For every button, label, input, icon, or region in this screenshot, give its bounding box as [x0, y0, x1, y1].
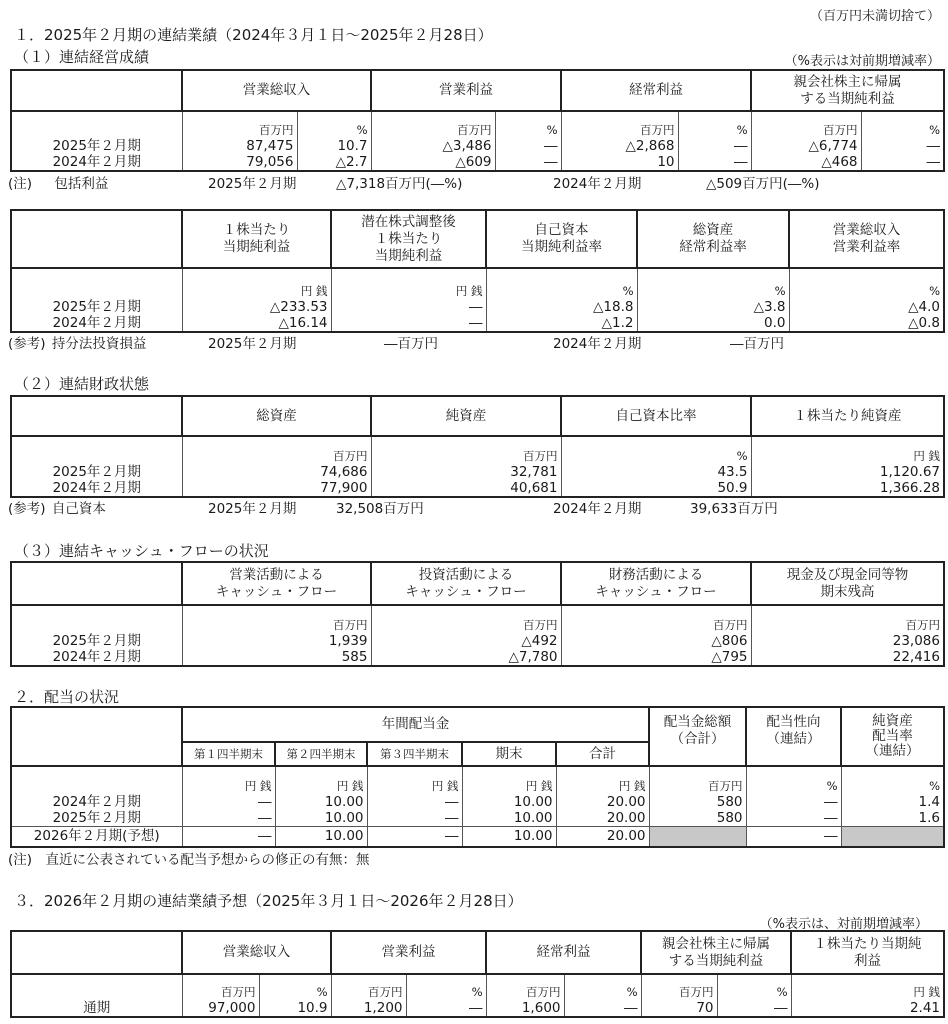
col-eps [182, 268, 331, 332]
unit-label: 円 銭 [431, 778, 459, 793]
unit-label: 百万円 [221, 985, 256, 999]
note-value-2024: △509百万円(―%) [706, 176, 820, 192]
col-revenue-pct [297, 111, 371, 171]
header-empty [11, 707, 182, 766]
col-q1 [182, 766, 275, 826]
value: 79,056 [246, 154, 294, 170]
value: △1.2 [601, 315, 634, 331]
unit-label: 百万円 [823, 123, 858, 137]
header-line: 総資産 [692, 222, 734, 238]
col-q2 [275, 766, 367, 826]
section1-title: （１）連結経営成績 [14, 48, 150, 66]
col-net-income [751, 111, 861, 171]
value: 10.00 [513, 793, 553, 810]
unit-label: 百万円 [523, 618, 558, 632]
header-line: 投資活動による [418, 566, 514, 583]
row-label: 2024年２月期 [52, 315, 141, 331]
row-labels [11, 436, 182, 497]
unit-label: % [626, 985, 638, 999]
value: 23,086 [892, 633, 940, 649]
note-prefix: (注) [8, 176, 33, 192]
unit-label: 円 銭 [300, 284, 328, 298]
note-value-2025: ―百万円 [384, 336, 438, 352]
equity-method-note [8, 332, 146, 352]
header-net-income [751, 70, 944, 111]
value: 0.0 [764, 315, 786, 331]
col-year-end [462, 766, 556, 826]
header-q1: 第１四半期末 [182, 742, 275, 766]
header-line: （連結） [865, 743, 920, 759]
value: ― [774, 1000, 788, 1016]
header-payout-ratio [746, 707, 841, 766]
unit-label: 百万円 [526, 985, 561, 999]
col-net-income-pct [717, 974, 791, 1017]
value: ― [182, 826, 275, 847]
value: △2.7 [335, 154, 368, 170]
note-prefix: (参考) [8, 501, 46, 517]
value: ― [258, 793, 272, 810]
value: ― [746, 826, 841, 847]
header-line: （連結） [766, 731, 821, 747]
value: ― [469, 315, 483, 331]
col-roe [486, 268, 637, 332]
header-bps: １株当たり純資産 [751, 396, 944, 436]
value: 10.00 [275, 826, 367, 847]
note-period-2025: 2025年２月期 [208, 336, 297, 352]
col-operating-income-pct [406, 974, 486, 1017]
row-label: 2024年２月期 [52, 649, 141, 665]
value: △7,780 [508, 649, 558, 665]
header-empty [11, 70, 182, 111]
col-ordinary-income-pct [564, 974, 641, 1017]
col-operating-cf [182, 605, 371, 666]
value: 77,900 [320, 480, 368, 496]
header-line: １株当たり当期純 [813, 935, 922, 952]
col-ordinary-income [486, 974, 564, 1017]
per-share-table [10, 209, 945, 333]
row-labels [11, 766, 182, 826]
dividend-revision-note: (注) 直近に公表されている配当予想からの修正の有無：無 [8, 852, 370, 868]
header-line: 営業活動による [229, 566, 324, 583]
value: ― [926, 138, 940, 154]
unit-label: 円 銭 [455, 284, 483, 298]
header-line: 期末残高 [820, 583, 875, 600]
value: 580 [716, 809, 743, 826]
cash-flow-table [10, 561, 945, 667]
row-labels [11, 111, 182, 171]
row-label: 2026年２月期(予想) [11, 826, 182, 847]
col-net-income [641, 974, 717, 1017]
value: ― [544, 138, 558, 154]
section2-title: （２）連結財政状態 [14, 375, 150, 393]
header-operating-income: 営業利益 [371, 70, 561, 111]
col-operating-income [371, 111, 495, 171]
value: △18.8 [593, 299, 634, 315]
unit-label: 円 銭 [913, 449, 940, 463]
col-net-assets [371, 436, 561, 497]
header-line: 潜在株式調整後 [361, 213, 456, 230]
header-line: １株当たり [374, 230, 443, 247]
header-line: 当期純利益 [374, 247, 443, 264]
header-equity-ratio: 自己資本比率 [561, 396, 751, 436]
value: 10.00 [324, 793, 364, 810]
header-line: 利益 [854, 952, 881, 969]
forecast-pct-note: （%表示は、対前期増減率） [759, 917, 928, 932]
header-line: 現金及び現金同等物 [786, 566, 909, 583]
header-revenue: 営業総収入 [182, 70, 371, 111]
unit-label: 百万円 [708, 778, 743, 793]
value: 2.41 [909, 1000, 940, 1016]
header-line: する当期純利益 [668, 952, 764, 969]
value: 97,000 [208, 1000, 256, 1016]
col-q3 [367, 766, 462, 826]
header-total-dividends [649, 707, 746, 766]
col-eps [791, 974, 944, 1017]
value: ― [258, 809, 272, 826]
col-revenue [182, 974, 259, 1017]
row-label: 2024年２月期 [52, 793, 141, 810]
header-line: 当期純利益率 [521, 239, 602, 255]
header-line: キャッシュ・フロー [405, 583, 527, 600]
value: 10.7 [337, 138, 368, 154]
row-label: 2025年２月期 [52, 633, 141, 649]
value: △806 [711, 633, 748, 649]
value: 1,939 [328, 633, 368, 649]
header-line: 純資産 [872, 713, 913, 729]
header-line: 財務活動による [608, 566, 704, 583]
note-period-2024: 2024年２月期 [553, 176, 642, 192]
unit-label: % [736, 449, 748, 463]
row-label: 2025年２月期 [52, 809, 141, 826]
unit-label: % [776, 985, 788, 999]
header-operating-margin [789, 210, 944, 268]
value: △3.8 [753, 299, 786, 315]
value: △16.14 [278, 315, 328, 331]
value: 580 [716, 793, 743, 810]
unit-label: 百万円 [905, 618, 940, 632]
header-q3: 第３四半期末 [367, 742, 462, 766]
financial-position-table [10, 395, 945, 498]
col-revenue-pct [259, 974, 331, 1017]
value: △609 [455, 154, 492, 170]
header-empty [11, 210, 182, 268]
unit-label: % [736, 123, 748, 137]
value: 1,600 [521, 1000, 561, 1016]
note-prefix: (参考) [8, 336, 46, 352]
value: 585 [341, 649, 368, 665]
unit-label: 百万円 [333, 449, 368, 463]
header-empty [11, 562, 182, 605]
col-bps [751, 436, 944, 497]
value: ― [469, 299, 483, 315]
col-investing-cf [371, 605, 561, 666]
unit-label: % [929, 778, 941, 793]
row-label: 2025年２月期 [52, 138, 141, 154]
note-period-2024: 2024年２月期 [553, 336, 642, 352]
unit-label: 百万円 [523, 449, 558, 463]
col-roa [637, 268, 789, 332]
header-empty [11, 931, 182, 974]
value: ― [624, 1000, 638, 1016]
value: △0.8 [908, 315, 940, 331]
note-value-2024: 39,633百万円 [690, 501, 778, 517]
value: 22,416 [892, 649, 940, 665]
unit-label: % [546, 123, 558, 137]
col-financing-cf [561, 605, 751, 666]
value: △4.0 [908, 299, 940, 315]
value: 10 [657, 154, 675, 170]
row-label: 2024年２月期 [52, 480, 141, 496]
unit-label: 百万円 [333, 618, 368, 632]
value: ― [445, 793, 459, 810]
forecast-table [10, 930, 945, 1018]
value: 87,475 [246, 138, 294, 154]
equity-note [8, 497, 106, 517]
dividends-table [10, 706, 945, 848]
value: ― [926, 154, 940, 170]
header-operating-cf [182, 562, 371, 605]
header-line: 配当金総額 [663, 714, 732, 730]
unit-label: 円 銭 [913, 985, 940, 999]
row-label: 通期 [11, 974, 182, 1017]
value: ― [734, 154, 748, 170]
unit-label: 百万円 [713, 618, 748, 632]
header-cash-balance [751, 562, 944, 605]
value: 70 [696, 1000, 714, 1016]
note-value-2024: ―百万円 [730, 336, 784, 352]
col-ordinary-income [561, 111, 678, 171]
header-roa [637, 210, 789, 268]
header-diluted-eps [331, 210, 486, 268]
value: 1,200 [363, 1000, 403, 1016]
header-annual-dividends: 年間配当金 [182, 707, 649, 742]
value: 74,686 [320, 464, 368, 480]
row-labels [11, 268, 182, 332]
row-labels [11, 605, 182, 666]
col-total-assets [182, 436, 371, 497]
value: 20.00 [606, 809, 646, 826]
unit-label: 百万円 [259, 123, 294, 137]
value: 1,120.67 [879, 464, 940, 480]
header-line: 自己資本 [534, 222, 589, 238]
value: ― [824, 793, 838, 810]
header-line: 経常利益率 [679, 239, 747, 255]
unit-label: 円 銭 [244, 778, 272, 793]
value: 50.9 [717, 480, 748, 496]
value: △468 [821, 154, 858, 170]
unit-label: 百万円 [457, 123, 492, 137]
header-line: 親会社株主に帰属 [793, 73, 902, 90]
unit-label: % [356, 123, 368, 137]
value: 1,366.28 [879, 480, 940, 496]
header-q2: 第２四半期末 [275, 742, 367, 766]
value: △6,774 [808, 138, 858, 154]
value: 10.00 [324, 809, 364, 826]
operating-results-table [10, 69, 945, 172]
value: 10.00 [513, 809, 553, 826]
value: 10.9 [297, 1000, 328, 1016]
header-line: する当期純利益 [800, 90, 895, 107]
header-net-assets: 純資産 [371, 396, 561, 436]
value: △3,486 [442, 138, 492, 154]
header-line: （合計） [670, 731, 725, 747]
note-period-2024: 2024年２月期 [553, 501, 642, 517]
value: ― [445, 809, 459, 826]
unit-label: % [316, 985, 328, 999]
header-ordinary-income: 経常利益 [561, 70, 751, 111]
note-value-2025: 32,508百万円 [336, 501, 424, 517]
col-total [556, 766, 649, 826]
header-line: 親会社株主に帰属 [662, 935, 770, 952]
header-revenue: 営業総収入 [182, 931, 331, 974]
col-payout-ratio [746, 766, 841, 826]
value: 1.4 [918, 793, 941, 810]
note-label: 自己資本 [51, 501, 106, 517]
shaded-cell [649, 826, 746, 847]
col-equity-ratio [561, 436, 751, 497]
forecast-title: ３．2026年２月期の連結業績予想（2025年３月１日～2026年２月28日） [14, 892, 523, 910]
value: △492 [521, 633, 558, 649]
note-label: 持分法投資損益 [51, 336, 147, 352]
dividends-title: ２．配当の状況 [14, 688, 120, 706]
page-title: １．2025年２月期の連結業績（2024年３月１日～2025年２月28日） [14, 26, 493, 44]
row-label: 2025年２月期 [52, 464, 141, 480]
value: 1.6 [918, 809, 941, 826]
col-revenue [182, 111, 297, 171]
header-line: 配当率 [872, 728, 913, 744]
value: ― [824, 809, 838, 826]
col-operating-income-pct [495, 111, 561, 171]
value: △233.53 [269, 299, 328, 315]
header-year-end: 期末 [462, 742, 556, 766]
shaded-cell [841, 826, 944, 847]
note-value-2025: △7,318百万円(―%) [336, 176, 463, 192]
header-empty [11, 396, 182, 436]
note-period-2025: 2025年２月期 [208, 176, 297, 192]
unit-note: （百万円未満切捨て） [809, 9, 940, 24]
unit-label: 円 銭 [525, 778, 553, 793]
unit-label: 円 銭 [336, 778, 364, 793]
header-line: 配当性向 [766, 714, 821, 730]
value: 32,781 [510, 464, 558, 480]
unit-label: % [471, 985, 483, 999]
header-line: １株当たり [222, 222, 291, 238]
unit-label: 百万円 [679, 985, 714, 999]
value: ― [469, 1000, 483, 1016]
unit-label: % [622, 284, 634, 298]
header-operating-income: 営業利益 [331, 931, 486, 974]
unit-label: 百万円 [640, 123, 675, 137]
col-total-dividends [649, 766, 746, 826]
col-operating-margin [789, 268, 944, 332]
value: ― [734, 138, 748, 154]
header-financing-cf [561, 562, 751, 605]
unit-label: 百万円 [368, 985, 403, 999]
pct-note: （%表示は対前期増減率） [784, 54, 940, 69]
comprehensive-income-note [8, 172, 108, 192]
col-net-income-pct [861, 111, 944, 171]
unit-label: % [774, 284, 786, 298]
value: △795 [711, 649, 748, 665]
header-line: 営業総収入 [832, 222, 901, 238]
header-eps [182, 210, 331, 268]
value: 43.5 [717, 464, 748, 480]
header-ordinary-income: 経常利益 [486, 931, 641, 974]
header-doe [841, 707, 944, 766]
col-cash-balance [751, 605, 944, 666]
header-net-income [641, 931, 791, 974]
unit-label: 円 銭 [618, 778, 646, 793]
header-investing-cf [371, 562, 561, 605]
header-total: 合計 [556, 742, 649, 766]
row-label: 2024年２月期 [52, 154, 141, 170]
header-total-assets: 総資産 [182, 396, 371, 436]
col-ordinary-income-pct [678, 111, 751, 171]
header-line: 当期純利益 [222, 239, 291, 255]
value: △2,868 [625, 138, 675, 154]
section3-title: （３）連結キャッシュ・フローの状況 [14, 542, 269, 560]
value: ― [544, 154, 558, 170]
header-roe [486, 210, 637, 268]
note-period-2025: 2025年２月期 [208, 501, 297, 517]
value: 40,681 [510, 480, 558, 496]
value: ― [367, 826, 462, 847]
unit-label: % [929, 284, 940, 298]
header-line: キャッシュ・フロー [595, 583, 717, 600]
col-doe [841, 766, 944, 826]
header-line: キャッシュ・フロー [215, 583, 338, 600]
value: 20.00 [556, 826, 649, 847]
unit-label: % [826, 778, 838, 793]
col-operating-income [331, 974, 406, 1017]
value: 10.00 [462, 826, 556, 847]
forecast-row [11, 826, 944, 847]
header-line: 営業利益率 [832, 239, 901, 255]
header-eps [791, 931, 944, 974]
note-label: 包括利益 [54, 176, 109, 192]
row-label: 2025年２月期 [52, 299, 141, 315]
value: 20.00 [606, 793, 646, 810]
col-diluted-eps [331, 268, 486, 332]
unit-label: % [929, 123, 940, 137]
